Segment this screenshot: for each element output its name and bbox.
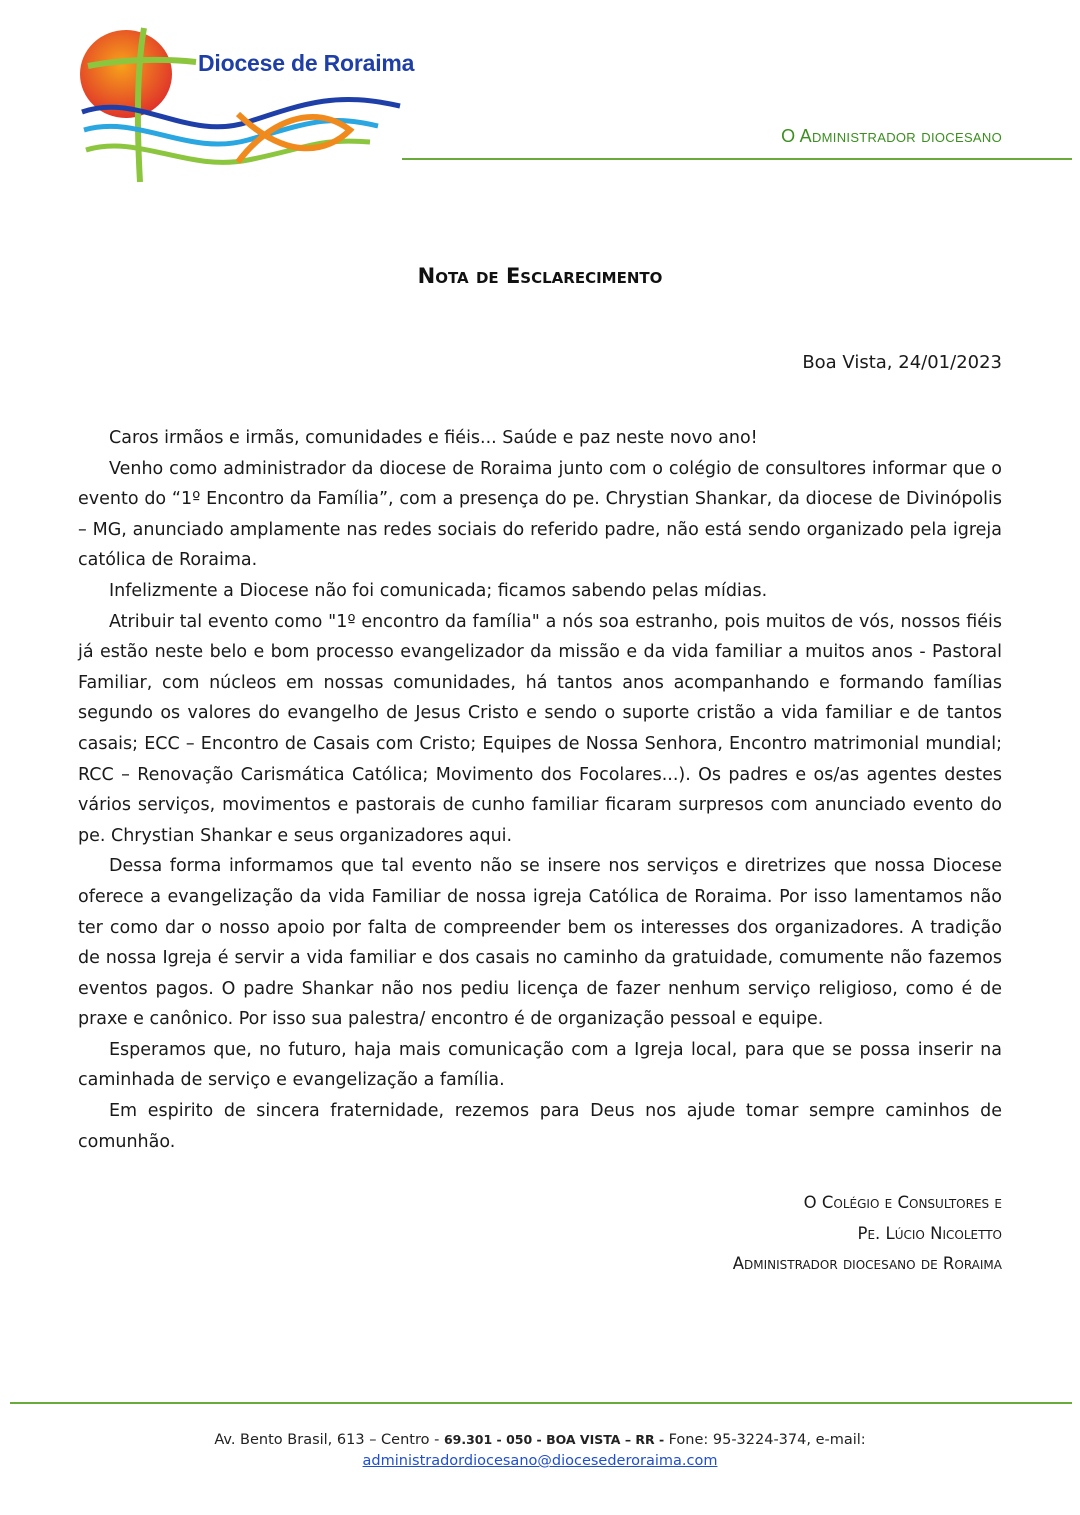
paragraph: Dessa forma informamos que tal evento não se insere nos serviços e diretrizes que nossa Diocese oferece a evangelização da vida Familiar de nossa igreja Católica de Roraima. Por isso lamentamos não ter como dar o nosso apoio por falta de compreender bem os interesses dos organizadores. A tradição de nossa Igreja é servir a vida familiar e dos casais no caminho da gratuidade, comumente não fazemos eventos pagos. O padre Shankar não nos pediu licença de fazer nenhum serviço religioso, como é de praxe e canônico. Por isso sua palestra/ encontro é de organização pessoal e equipe.: [78, 856, 1002, 1030]
sun-shape: [80, 30, 172, 118]
signature-line: O Colégio e Consultores e: [803, 1193, 1002, 1212]
footer-cep: 69.301 - 050 -: [443, 1432, 547, 1447]
paragraph: Caros irmãos e irmãs, comunidades e fiéis... Saúde e paz neste novo ano!: [109, 428, 758, 448]
paragraph: Esperamos que, no futuro, haja mais comunicação com a Igreja local, para que se possa inserir na caminhada de serviço e evangelização a família.: [78, 1039, 1002, 1091]
letter-date: Boa Vista, 24/01/2023: [802, 352, 1002, 373]
signature-title: Administrador diocesano de Roraima: [732, 1254, 1002, 1273]
footer-address: Av. Bento Brasil, 613 – Centro -: [214, 1432, 444, 1448]
signature-name: Pe. Lúcio Nicoletto: [857, 1223, 1002, 1243]
logo-text: Diocese de Roraima: [198, 50, 415, 76]
signature-block: [733, 1188, 1002, 1280]
footer-divider: [10, 1402, 1072, 1404]
paragraph: Em espirito de sincera fraternidade, rezemos para Deus nos ajude tomar sempre caminhos de comunhão.: [78, 1101, 1002, 1152]
header-role: O Administrador diocesano: [781, 126, 1002, 146]
footer-address-line: [0, 1429, 1080, 1451]
footer-contact: Fone: 95-3224-374, e-mail:: [668, 1432, 866, 1448]
paragraph: Atribuir tal evento como "1º encontro da família" a nós soa estranho, pois muitos de vós, nossos fiéis já estão neste belo e bom processo evangelizador da missão e da vida familiar a muitos anos - Pastoral Familiar, com núcleos em nossas comunidades, há tantos anos acompanhando e formando famílias segundo os valores do evangelho de Jesus Cristo e sendo o suporte cristão a vida familiar e de tantos casais; ECC – Encontro de Casais com Cristo; Equipes de Nossa Senhora, Encontro matrimonial mundial; RCC – Renovação Carismática Católica; Movimento dos Focolares...). Os padres e os/as agentes destes vários serviços, movimentos e pastorais de cunho familiar ficaram surpresos com anunciado evento do pe. Chrystian Shankar e seus organizadores aqui.: [78, 611, 1002, 846]
letter-body: [78, 423, 1002, 1157]
header-divider: [402, 158, 1072, 160]
diocese-logo: [78, 22, 408, 187]
paragraph: Infelizmente a Diocese não foi comunicada; ficamos sabendo pelas mídias.: [109, 580, 768, 601]
page-title: Nota de Esclarecimento: [417, 264, 663, 288]
paragraph: Venho como administrador da diocese de Roraima junto com o colégio de consultores informar que o evento do “1º Encontro da Família”, com a presença do pe. Chrystian Shankar, da diocese de Divinópolis – MG, anunciado amplamente nas redes sociais do referido padre, não está sendo organizado pela igreja católica de Roraima.: [78, 458, 1002, 571]
footer-city: BOA VISTA – RR -: [546, 1432, 669, 1447]
footer-email-link[interactable]: administradordiocesano@diocesederoraima.com: [362, 1453, 718, 1469]
logo-graphic: [78, 22, 408, 187]
footer: [0, 1429, 1080, 1472]
